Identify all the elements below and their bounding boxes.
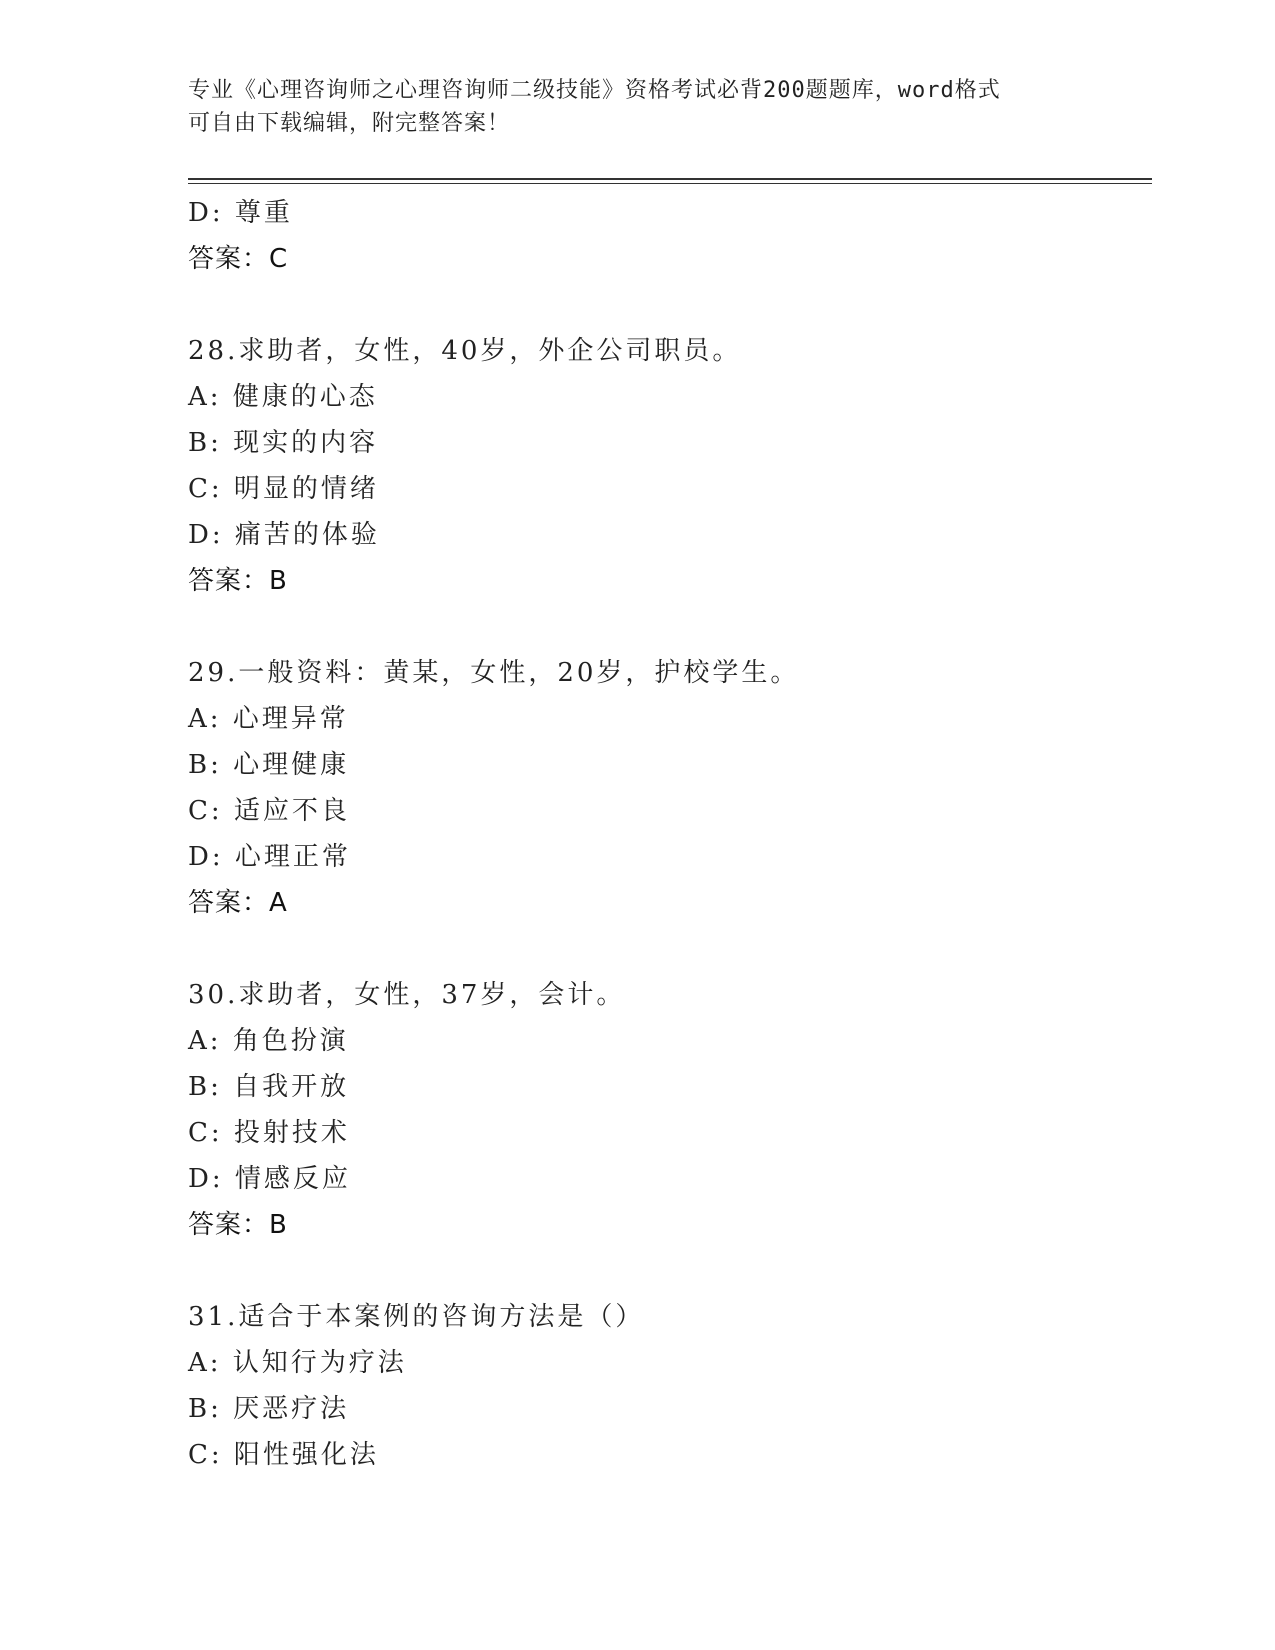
question-spacer [188,282,1152,328]
question-stem: 28.求助者，女性，40岁，外企公司职员。 [188,336,742,366]
document-header [188,74,1088,140]
answer-option: C: 阳性强化法 [188,1440,379,1470]
answer-option: A: 心理异常 [188,704,349,734]
answer-option: B: 心理健康 [188,750,350,780]
answer-line: 答案：A [188,888,288,918]
question-stem: 30.求助者，女性，37岁，会计。 [188,980,626,1010]
answer-option: B: 自我开放 [188,1072,350,1102]
header-title-line-1: 专业《心理咨询师之心理咨询师二级技能》资格考试必背200题题库，word格式 [188,78,1001,103]
answer-option: D: 尊重 [188,198,293,228]
answer-option: A: 角色扮演 [188,1026,349,1056]
answer-option: D: 痛苦的体验 [188,520,380,550]
question-stem: 29.一般资料：黄某，女性，20岁，护校学生。 [188,658,800,688]
answer-option: C: 适应不良 [188,796,350,826]
header-divider-thin [188,183,1152,184]
question-spacer [188,926,1152,972]
answer-option: A: 健康的心态 [188,382,378,412]
answer-line: 答案：C [188,244,289,274]
answer-option: D: 情感反应 [188,1164,351,1194]
question-list [188,190,1152,1478]
header-divider-thick [188,178,1152,180]
answer-line: 答案：B [188,566,288,596]
answer-line: 答案：B [188,1210,288,1240]
header-title-line-2: 可自由下载编辑，附完整答案！ [188,111,511,136]
answer-option: A: 认知行为疗法 [188,1348,407,1378]
answer-option: B: 现实的内容 [188,428,379,458]
answer-option: D: 心理正常 [188,842,351,872]
question-stem: 31.适合于本案例的咨询方法是（） [188,1302,645,1332]
answer-option: C: 明显的情绪 [188,474,379,504]
answer-option: C: 投射技术 [188,1118,350,1148]
question-spacer [188,604,1152,650]
answer-option: B: 厌恶疗法 [188,1394,350,1424]
question-spacer [188,1248,1152,1294]
